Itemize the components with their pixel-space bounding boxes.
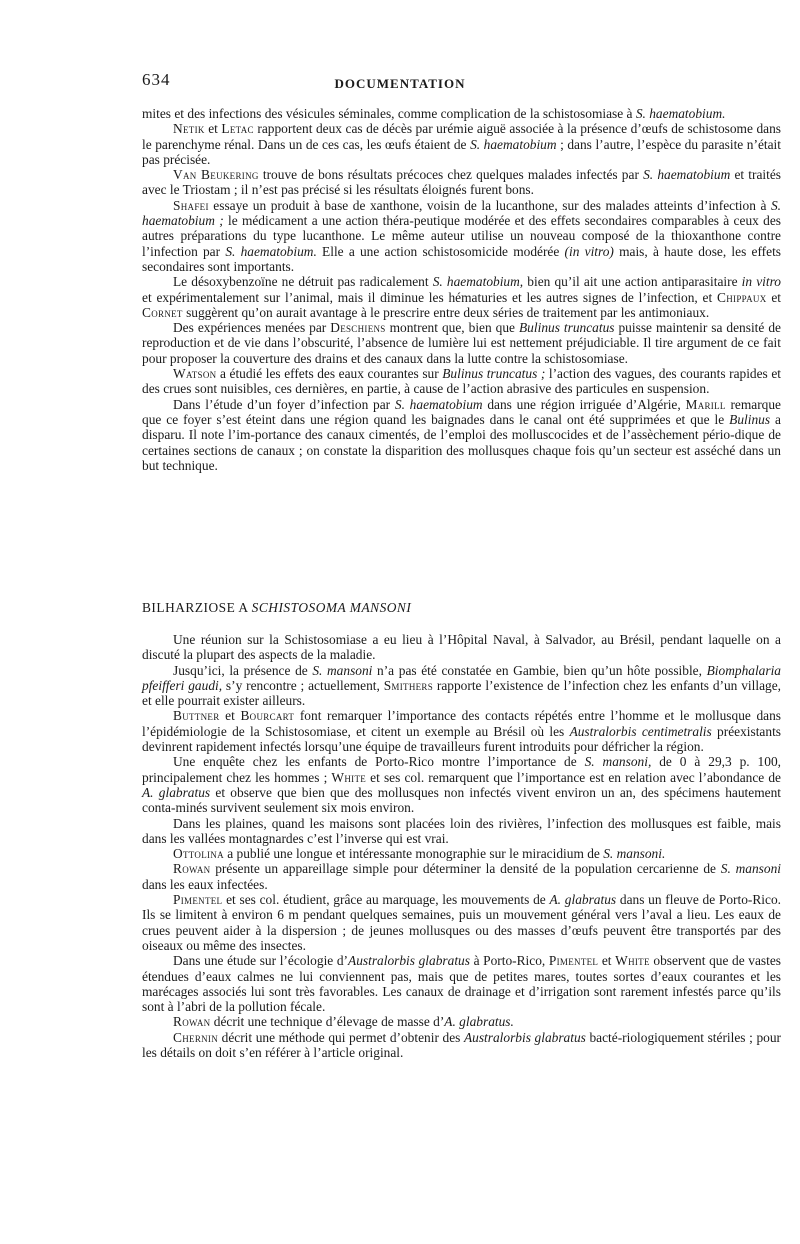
italic-term: Bulinus truncatus ;	[442, 366, 546, 382]
author-name: Pimentel	[173, 892, 223, 908]
text-run: observent que de vastes étendues d’eaux calmes ne lui conviennent pas, mais que de petites mares, toutes sortes d’eaux courantes et les marécages associés lui sont très favorables. Les canaux de drainage et d’irrigation sont rarement infestés parce qu’ils sont à l’abri de la pollution fécale.	[142, 953, 781, 1015]
text-run: et	[219, 708, 241, 724]
italic-term: Bulinus truncatus	[519, 320, 615, 336]
paragraph	[142, 861, 781, 892]
text-run: décrit une méthode qui permet d’obtenir des	[218, 1029, 464, 1045]
author-name: Watson	[173, 366, 217, 382]
text-run: font remarquer l’importance des contacts répétés entre l’homme et le mollusque dans l’épidémiologie de la Schistosomiase, et citent un exemple au Brésil où les	[142, 708, 782, 739]
body-text-bottom	[142, 632, 781, 1060]
page-number: 634	[142, 70, 171, 89]
text-run: présente un appareillage simple pour déterminer la densité de la population cercarienne de	[210, 861, 721, 877]
paragraph	[142, 632, 781, 663]
text-run: le médicament a une action théra-peutique modérée et des effets secondaires comparables à ceux des autres préparations du type lucanthone. Le même auteur utilise un nouveau composé de la thioxanthone contre l’infection par	[142, 213, 781, 259]
italic-term: Biomphalaria pfeifferi gaudi,	[142, 662, 782, 693]
text-run: Elle a une action schistosomicide modérée	[316, 243, 565, 259]
italic-term: in vitro	[741, 274, 781, 290]
text-run: puisse maintenir sa densité de reproduction et de vie dans l’obscurité, l’absence de lumière lui est nettement préjudiciable. Il tire argument de ce fait pour proposer la couverture des drains et des canaux dans la lutte contre la schistosomiase.	[142, 320, 781, 366]
text-run: dans un fleuve de Porto-Rico. Ils se limitent à environ 6 m pendant quelques semaines, puis un mouvement général vers l’aval a lieu. Les eaux de crues peuvent aider à la dispersion ; de jeunes mollusques ou des masses d’œufs peuvent être transportés par des oiseaux ou même des insectes.	[142, 892, 782, 953]
text-run: Le désoxybenzoïne ne détruit pas radicalement	[173, 274, 433, 290]
paragraph	[142, 320, 781, 366]
text-run: de 0 à 29,3 p. 100, principalement chez les hommes ;	[142, 754, 781, 785]
text-run: à Porto-Rico,	[469, 953, 549, 969]
text-run: décrit une technique d’élevage de masse d’	[210, 1014, 445, 1030]
text-run: Une enquête chez les enfants de Porto-Rico montre l’importance de	[173, 754, 585, 770]
section-heading	[142, 600, 782, 616]
text-run: trouve de bons résultats précoces chez quelques malades infectés par	[258, 167, 644, 183]
italic-term: S. mansoni.	[603, 846, 666, 862]
text-run: suggèrent qu’on aurait avantage à le prescrire entre deux séries de traitement par les antimoniaux.	[182, 304, 710, 320]
italic-term: S. haematobium	[394, 396, 483, 412]
italic-term: S. haematobium,	[432, 274, 524, 290]
italic-term: Australorbis glabratus	[463, 1029, 586, 1045]
paragraph	[142, 106, 781, 121]
text-run: Des expériences menées par	[173, 320, 331, 336]
paragraph	[142, 892, 781, 953]
text-run: et	[204, 121, 222, 137]
text-run: et expérimentalement sur l’animal, mais il diminue les hématuries et les autres signes de l’infection, et	[142, 289, 718, 305]
italic-term: S. haematobium.	[225, 243, 317, 259]
italic-term: Bulinus	[729, 411, 771, 427]
text-run: Une réunion sur la Schistosomiase a eu lieu à l’Hôpital Naval, à Salvador, au Brésil, pendant laquelle on a discuté la plupart des aspects de la maladie.	[142, 632, 781, 663]
italic-term: S. mansoni	[312, 662, 373, 678]
paragraph	[142, 397, 781, 473]
text-run: et	[598, 953, 616, 969]
text-run: et	[766, 289, 781, 305]
text-run: et traités avec le Triostam ; il n’est pas précisé si les résultats éloignés furent bons.	[142, 167, 782, 198]
author-name: Ottolina	[173, 846, 224, 862]
text-run: l’action des vagues, des courants rapides et des crues sont nuisibles, ces dernières, en partie, à cause de l’action abrasive des particules en suspension.	[142, 366, 781, 397]
author-name: Rowan	[173, 861, 211, 877]
author-name: White	[615, 953, 650, 969]
text-run: dans les eaux infectées.	[142, 876, 268, 892]
text-run: dans une région irriguée d’Algérie,	[482, 396, 686, 412]
text-run: remarque que ce foyer s’est éteint dans une région quand les baignades dans le canal ont été supprimées et que le	[142, 396, 781, 427]
author-name: White	[331, 769, 367, 785]
text-run: mais, à haute dose, les effets secondaires sont importants.	[142, 243, 781, 274]
paragraph	[142, 366, 781, 397]
paragraph	[142, 663, 781, 709]
author-name: Pimentel	[548, 953, 599, 969]
italic-term: Australorbis glabratus	[348, 953, 470, 969]
text-run: mites et des infections des vésicules séminales, comme complication de la schistosomiase à	[142, 106, 636, 121]
author-name: Marill	[685, 396, 726, 412]
italic-term: S. mansoni	[720, 861, 781, 877]
paragraph	[142, 846, 781, 861]
author-name: Shafei	[173, 197, 209, 213]
text-run: Dans une étude sur l’écologie d’	[173, 953, 349, 969]
text-run: et ses col. étudient, grâce au marquage, les mouvements de	[222, 892, 550, 908]
author-name: Netik	[173, 121, 205, 137]
text-run: Dans l’étude d’un foyer d’infection par	[173, 396, 395, 412]
italic-term: Australorbis centimetralis	[569, 723, 712, 739]
body-text-top	[142, 106, 781, 473]
italic-term: S. haematobium.	[635, 106, 726, 121]
text-run: Jusqu’ici, la présence de	[173, 662, 313, 678]
italic-term: (in vitro)	[564, 243, 614, 259]
italic-term: A. glabratus.	[444, 1014, 514, 1030]
paragraph	[142, 1014, 781, 1029]
paragraph	[142, 121, 781, 167]
text-run: et ses col. remarquent que l’importance est en relation avec l’abondance de	[366, 769, 781, 785]
paragraph	[142, 953, 781, 1014]
paragraph	[142, 274, 781, 320]
running-head: DOCUMENTATION	[334, 76, 466, 91]
text-run: Dans les plaines, quand les maisons sont placées loin des rivières, l’infection des mollusques est faible, mais dans les vallées montagnardes c’est l’inverse qui est vrai.	[142, 815, 781, 846]
author-name: Chippaux	[717, 289, 767, 305]
paragraph	[142, 816, 781, 847]
author-name: Van Beukering	[173, 167, 259, 183]
text-run: a publié une longue et intéressante monographie sur le miracidium de	[223, 846, 604, 862]
text-run: rapporte l’existence de l’infection chez les enfants d’un village, et elle pourrait exister ailleurs.	[142, 677, 782, 709]
text-run: ; dans l’autre, l’espèce du parasite n’était pas précisée.	[142, 136, 781, 167]
text-run: n’a pas été constatée en Gambie, bien qu’un hôte possible,	[372, 662, 707, 678]
paragraph	[142, 198, 781, 274]
text-run: bien qu’il ait une action antiparasitaire	[523, 274, 742, 290]
paragraph	[142, 167, 781, 198]
italic-term: A. glabratus	[142, 784, 211, 800]
italic-term: SCHISTOSOMA MANSONI	[251, 600, 412, 615]
author-name: Deschiens	[330, 320, 386, 336]
paragraph	[142, 1030, 781, 1061]
text-run: rapportent deux cas de décès par urémie aiguë associée à la présence d’œufs de schistosome dans le parenchyme rénal. Dans un de ces cas, les œufs étaient de	[142, 121, 781, 152]
paragraph	[142, 754, 781, 815]
paragraph	[142, 708, 781, 754]
text-run: montrent que, bien que	[385, 320, 519, 336]
author-name: Chernin	[173, 1029, 219, 1045]
author-name: Bourcart	[240, 708, 295, 724]
text-run: bacté-riologiquement stériles ; pour les détails on doit s’en référer à l’article original.	[142, 1029, 781, 1061]
text-run: essaye un produit à base de xanthone, voisin de la lucanthone, sur des malades atteints d’infection à	[208, 197, 771, 213]
text-run: BILHARZIOSE A	[142, 600, 252, 615]
author-name: Buttner	[173, 708, 220, 724]
author-name: Rowan	[173, 1014, 211, 1030]
text-run: s’y rencontre ; actuellement,	[222, 677, 384, 693]
text-run: a étudié les effets des eaux courantes sur	[216, 366, 443, 382]
author-name: Smithers	[383, 677, 434, 693]
italic-term: S. haematobium	[470, 136, 557, 152]
italic-term: A. glabratus	[549, 892, 617, 908]
italic-term: S. mansoni,	[584, 754, 652, 770]
author-name: Cornet	[142, 304, 183, 320]
text-run: a disparu. Il note l’im-portance des canaux cimentés, de l’emploi des molluscocides et de l’assèchement pério-dique de certaines sections de canaux ; on constate la disparition des mollusques chaque fois qu’un secteur est asséché dans un but technique.	[142, 411, 781, 473]
italic-term: S. haematobium ;	[142, 197, 781, 229]
italic-term: S. haematobium	[643, 167, 731, 183]
text-run: préexistants devinrent rapidement infectés lorsqu’une équipe de travailleurs furent introduits pour défricher la région.	[142, 723, 782, 755]
text-run: et observe que bien que des mollusques non infectés vivent environ un an, des spécimens hautement conta-minés survivent seulement six mois environ.	[142, 784, 781, 816]
author-name: Letac	[221, 121, 254, 137]
